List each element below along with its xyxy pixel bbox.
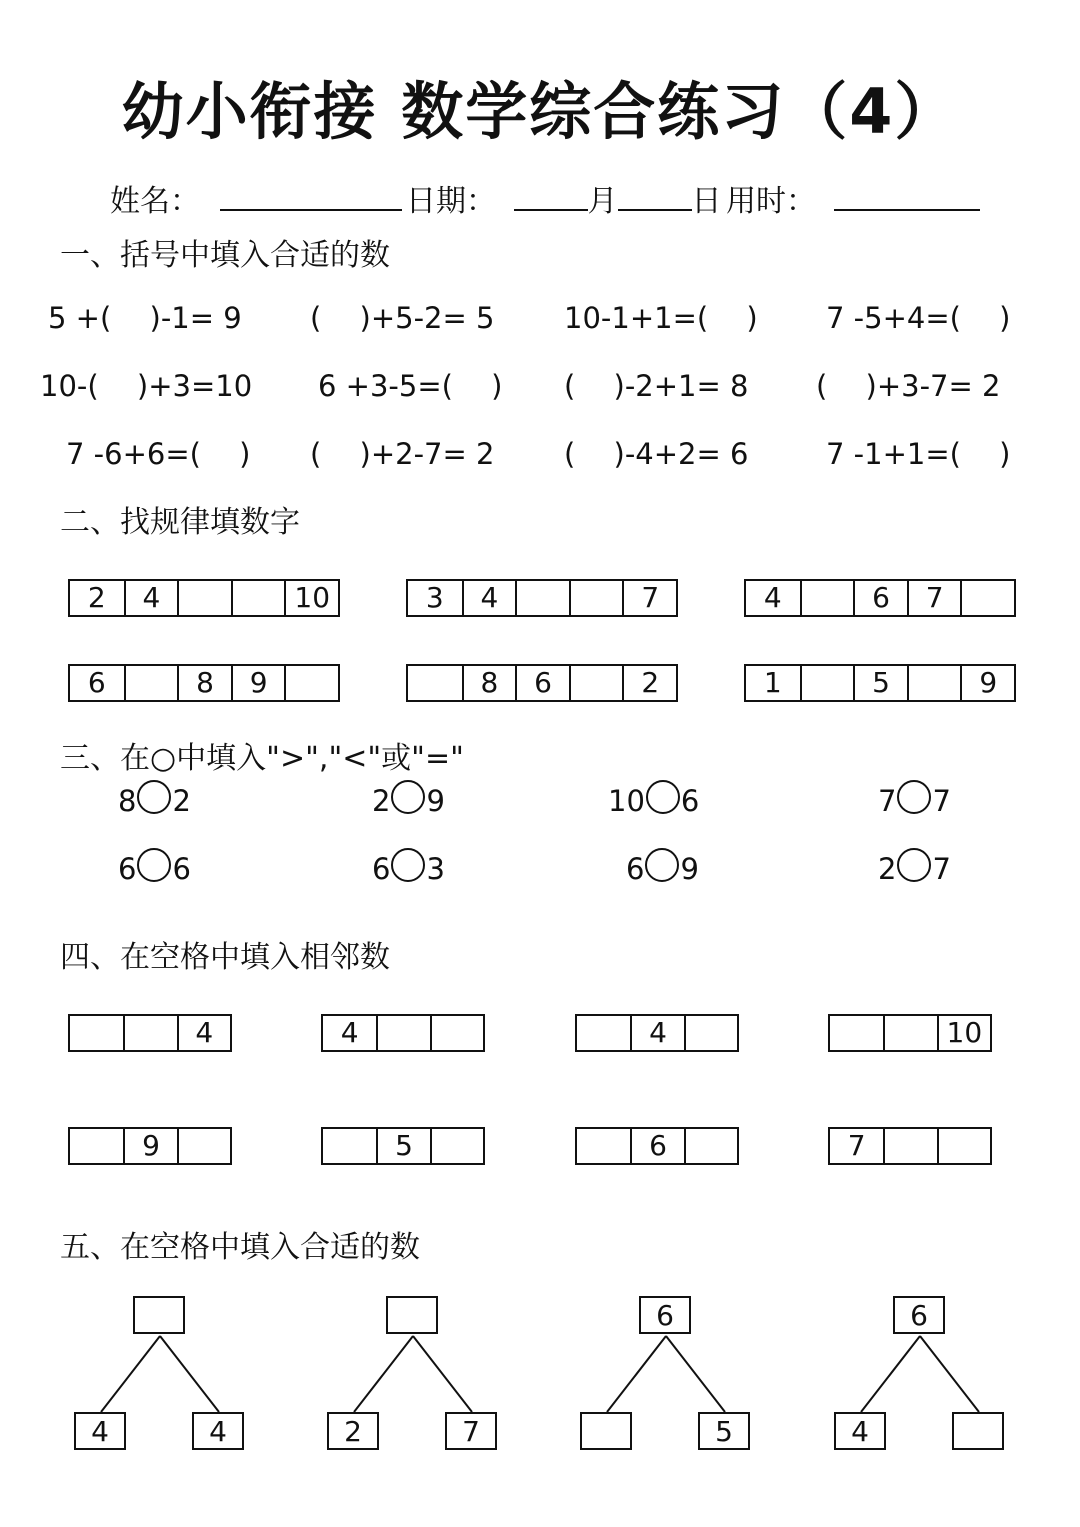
- neighbor-cell[interactable]: 4: [630, 1016, 683, 1050]
- comparison: [878, 784, 951, 818]
- sequence-cell[interactable]: 4: [124, 581, 178, 615]
- name-field[interactable]: [110, 176, 402, 220]
- neighbor-cell[interactable]: 4: [177, 1016, 230, 1050]
- bond-left-box[interactable]: [580, 1412, 632, 1450]
- comparison-left: 2: [372, 784, 391, 818]
- section2-heading: 二、找规律填数字: [60, 505, 300, 540]
- neighbor-cell[interactable]: [376, 1016, 429, 1050]
- sequence-cell[interactable]: 6: [87, 666, 106, 699]
- comparison-right: 7: [932, 852, 951, 886]
- comparison-right: 6: [172, 852, 191, 886]
- sequence-cell[interactable]: [177, 581, 231, 615]
- comparison-right: 6: [680, 784, 700, 818]
- day-blank[interactable]: [618, 181, 692, 211]
- date-label: 日期：: [406, 184, 496, 219]
- sequence-cell[interactable]: 9: [231, 666, 285, 700]
- equation[interactable]: 10-( )+3=10: [40, 369, 253, 403]
- sequence-cell[interactable]: [231, 581, 285, 615]
- bond-right-box[interactable]: 7: [445, 1412, 497, 1450]
- bond-right-box[interactable]: 5: [698, 1412, 750, 1450]
- bond-top-box[interactable]: [133, 1296, 185, 1334]
- bond-top-box[interactable]: [386, 1296, 438, 1334]
- sequence-cell[interactable]: 8: [177, 666, 231, 700]
- comparison-left: 2: [878, 852, 897, 886]
- number-bond: [830, 1294, 1020, 1464]
- comparison-circle[interactable]: [391, 780, 425, 814]
- sequence-row: [744, 579, 1016, 617]
- sequence-cell[interactable]: 6: [853, 581, 907, 615]
- month-blank[interactable]: [514, 181, 588, 211]
- comparison-left: 6: [372, 852, 391, 886]
- comparison: [118, 784, 191, 818]
- comparison-left: 6: [118, 852, 137, 886]
- bond-top-box[interactable]: 6: [639, 1296, 691, 1334]
- bond-right-box[interactable]: 4: [192, 1412, 244, 1450]
- neighbor-cell[interactable]: 4: [340, 1016, 359, 1049]
- sequence-cell[interactable]: 2: [622, 666, 676, 700]
- equation[interactable]: 7 -1+1=( ): [826, 437, 1011, 471]
- equation[interactable]: ( )-2+1= 8: [564, 369, 749, 403]
- date-field[interactable]: [406, 176, 722, 220]
- equation[interactable]: 7 -5+4=( ): [826, 301, 1011, 335]
- neighbor-cell[interactable]: [883, 1129, 936, 1163]
- section5-heading: 五、在空格中填入合适的数: [60, 1230, 420, 1265]
- comparison-left: 7: [878, 784, 897, 818]
- sequence-cell[interactable]: 1: [763, 666, 782, 699]
- equation[interactable]: 7 -6+6=( ): [66, 437, 251, 471]
- neighbor-row: [575, 1014, 739, 1052]
- comparison-right: 7: [932, 784, 951, 818]
- bond-top-box[interactable]: 6: [893, 1296, 945, 1334]
- comparison: [878, 852, 951, 886]
- sequence-row: [744, 664, 1016, 702]
- sequence-cell[interactable]: [960, 581, 1014, 615]
- neighbor-cell[interactable]: 7: [847, 1129, 866, 1162]
- equation[interactable]: 5 +( )-1= 9: [48, 301, 242, 335]
- neighbor-cell[interactable]: [123, 1016, 176, 1050]
- comparison-right: 9: [680, 852, 699, 886]
- page-title: 幼小衔接 数学综合练习（4）: [121, 75, 959, 148]
- section1-heading: 一、括号中填入合适的数: [60, 238, 390, 273]
- neighbor-cell[interactable]: [577, 1129, 630, 1163]
- sequence-cell[interactable]: 10: [284, 581, 338, 615]
- comparison-circle[interactable]: [897, 848, 931, 882]
- time-blank[interactable]: [834, 181, 980, 211]
- sequence-row: [68, 579, 340, 617]
- comparison-circle[interactable]: [391, 848, 425, 882]
- sequence-cell[interactable]: 7: [622, 581, 676, 615]
- month-label: 月: [587, 184, 618, 219]
- neighbor-cell[interactable]: [70, 1016, 123, 1050]
- neighbor-cell[interactable]: [323, 1129, 376, 1163]
- sequence-cell[interactable]: [907, 666, 961, 700]
- sequence-cell[interactable]: 9: [960, 666, 1014, 700]
- sequence-cell[interactable]: 4: [763, 581, 782, 614]
- equation[interactable]: ( )+5-2= 5: [310, 301, 495, 335]
- number-bond: [323, 1294, 513, 1464]
- sequence-cell[interactable]: 6: [515, 666, 569, 700]
- neighbor-cell[interactable]: [830, 1016, 883, 1050]
- neighbor-row: [68, 1127, 232, 1165]
- comparison: [626, 852, 699, 886]
- comparison-right: 2: [172, 784, 191, 818]
- neighbor-row: [68, 1014, 232, 1052]
- sequence-cell[interactable]: 8: [462, 666, 516, 700]
- comparison: [372, 852, 445, 886]
- comparison: [118, 852, 191, 886]
- comparison-circle[interactable]: [645, 848, 679, 882]
- sequence-cell[interactable]: 5: [853, 666, 907, 700]
- comparison-circle[interactable]: [137, 848, 171, 882]
- sequence-cell[interactable]: [569, 581, 623, 615]
- sequence-row: [406, 664, 678, 702]
- comparison: [372, 784, 445, 818]
- comparison-right: 3: [426, 852, 445, 886]
- number-bond: [70, 1294, 260, 1464]
- number-bond: [576, 1294, 766, 1464]
- neighbor-cell[interactable]: [883, 1016, 936, 1050]
- day-label: 日: [691, 184, 722, 219]
- neighbor-cell[interactable]: 6: [630, 1129, 683, 1163]
- comparison-right: 9: [426, 784, 445, 818]
- bond-left-box[interactable]: 2: [327, 1412, 379, 1450]
- comparison-circle[interactable]: [897, 780, 931, 814]
- section4-heading: 四、在空格中填入相邻数: [60, 940, 390, 975]
- bond-left-box[interactable]: 4: [74, 1412, 126, 1450]
- bond-left-box[interactable]: 4: [834, 1412, 886, 1450]
- time-field[interactable]: [726, 176, 980, 220]
- neighbor-cell[interactable]: [937, 1129, 990, 1163]
- neighbor-cell[interactable]: [684, 1129, 737, 1163]
- name-blank[interactable]: [220, 181, 402, 211]
- equation[interactable]: ( )-4+2= 6: [564, 437, 749, 471]
- sequence-cell[interactable]: [800, 666, 854, 700]
- sequence-cell[interactable]: [408, 666, 462, 700]
- comparison: [608, 784, 699, 818]
- neighbor-cell[interactable]: 10: [937, 1016, 990, 1050]
- neighbor-cell[interactable]: [177, 1129, 230, 1163]
- neighbor-cell[interactable]: [70, 1129, 123, 1163]
- sequence-row: [406, 579, 678, 617]
- neighbor-cell[interactable]: [430, 1016, 483, 1050]
- sequence-cell[interactable]: [569, 666, 623, 700]
- comparison-circle[interactable]: [137, 780, 171, 814]
- sequence-cell[interactable]: 4: [462, 581, 516, 615]
- equation[interactable]: ( )+3-7= 2: [816, 369, 1001, 403]
- sequence-cell[interactable]: [124, 666, 178, 700]
- comparison-left: 8: [118, 784, 137, 818]
- sequence-cell[interactable]: [515, 581, 569, 615]
- comparison-left: 6: [626, 852, 645, 886]
- sequence-cell[interactable]: [284, 666, 338, 700]
- neighbor-row: [828, 1014, 992, 1052]
- sequence-cell[interactable]: [800, 581, 854, 615]
- neighbor-cell[interactable]: 9: [123, 1129, 176, 1163]
- name-label: 姓名：: [110, 184, 200, 219]
- equation[interactable]: 10-1+1=( ): [564, 301, 758, 335]
- comparison-circle[interactable]: [646, 780, 680, 814]
- neighbor-row: [321, 1127, 485, 1165]
- bond-right-box[interactable]: [952, 1412, 1004, 1450]
- neighbor-row: [828, 1127, 992, 1165]
- equation[interactable]: ( )+2-7= 2: [310, 437, 495, 471]
- time-label: 用时：: [726, 184, 816, 219]
- sequence-cell[interactable]: 7: [907, 581, 961, 615]
- equation[interactable]: 6 +3-5=( ): [318, 369, 503, 403]
- sequence-cell[interactable]: 2: [87, 581, 106, 614]
- neighbor-row: [575, 1127, 739, 1165]
- section3-heading: 三、在○中填入">","<"或"=": [60, 741, 464, 776]
- neighbor-row: [321, 1014, 485, 1052]
- neighbor-cell[interactable]: [684, 1016, 737, 1050]
- sequence-cell[interactable]: 3: [425, 581, 444, 614]
- sequence-row: [68, 664, 340, 702]
- neighbor-cell[interactable]: [577, 1016, 630, 1050]
- neighbor-cell[interactable]: 5: [376, 1129, 429, 1163]
- neighbor-cell[interactable]: [430, 1129, 483, 1163]
- comparison-left: 10: [608, 784, 645, 818]
